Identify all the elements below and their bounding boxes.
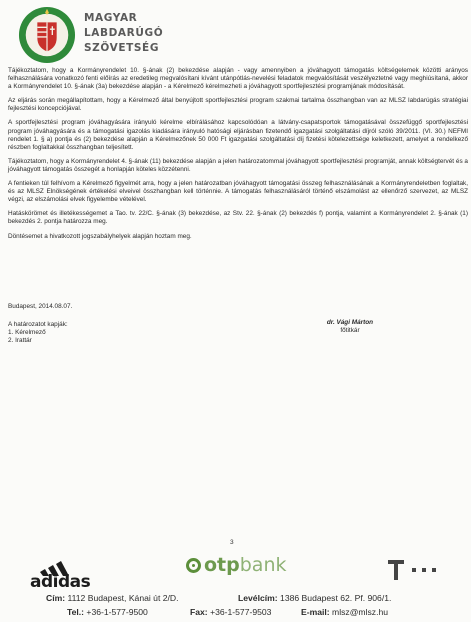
body-paragraph: A fentieken túl felhívom a Kérelmező figyelmét arra, hogy a jelen határozatban jóváhagyott támogatási összeg felhasználásának a Kormányrendeletben foglaltak, és az MLSZ Elnökségének értékelési elveivel összhangban kell történnie. A támogatás felhasználásáról történő elszámolást az ellenőrző szervezet, az MLSZ végzi, az elszámolási elvek figyelembe vételével. (8, 180, 468, 204)
org-name-line-3: SZÖVETSÉG (84, 42, 160, 54)
footer-fax (190, 605, 271, 619)
otpbank-logo (186, 554, 287, 576)
adidas-wordmark: adidas (30, 572, 91, 592)
phone-label: Tel.: (67, 607, 85, 617)
recipients-title: A határozatot kapják: (8, 321, 68, 328)
telekom-logo-icon (382, 556, 452, 582)
recipient-item: 1. Kérelmező (8, 329, 46, 336)
body-paragraph: A sportfejlesztési program jóváhagyására irányuló kérelme elbírálásához kapcsolódóan a látvány-csapatsportok támogatásával összefüggő sportfejlesztési program jóváhagyására és a támogatási igazolás kiadására irányuló hatósági eljárásban fizetendő igazgatási szolgáltatási díjról szóló 39/2011. (VI. 30.) NEFMI rendelet 1. § a) pontja és (2) bekezdése alapján a Kérelmezőnek 50 000 Ft igazgatási szolgáltatási díj fizetési kötelezettsége keletkezett, amelyet a rendelkező részben foglaltakkal összhangban teljesített. (8, 119, 468, 151)
decision-body (8, 67, 468, 247)
email-label: E-mail: (301, 607, 330, 617)
org-name-line-2: LABDARÚGÓ (84, 27, 164, 39)
mail-address-label: Levélcím: (238, 593, 278, 603)
sponsor-bar (0, 550, 471, 590)
body-paragraph: Döntésemet a hivatkozott jogszabályhelyek alapján hoztam meg. (8, 232, 192, 240)
mlsz-crest-logo (18, 6, 76, 64)
footer-address (46, 591, 179, 605)
address-label: Cím: (46, 593, 66, 603)
signer-role: főtitkár (340, 327, 360, 334)
signer-name: dr. Vági Márton (326, 319, 374, 326)
body-paragraph: Tájékoztatom, hogy a Kormányrendelet 4. §-ának (11) bekezdése alapján a jelen határozatommal jóváhagyott sportfejlesztési programját, annak költségtervét és a jóváhagyott támogatás összegét a honlapján köteles közzétenni. (8, 157, 468, 173)
document-date: Budapest, 2014.08.07. (8, 303, 73, 310)
footer-email (301, 605, 388, 619)
phone-value: +36-1-577-9500 (86, 607, 148, 617)
email-link[interactable]: mlsz@mlsz.hu (332, 607, 389, 617)
fax-label: Fax: (190, 607, 208, 617)
otp-ring-icon (186, 558, 201, 573)
body-paragraph: Tájékoztatom, hogy a Kormányrendelet 10. §-ának (2) bekezdése alapján - vagy amennyiben a jóváhagyott támogatás költségelemek közötti arányos felhasználására vonatkozó fenti előírás az eredetileg megvalósítani kívánt utánpótlás-nevelési feladatok megvalósítását veszélyeztetné vagy meghiúsítaná, akkor a Kormányrendelet 10. §-ának (3a) bekezdése alapján - a Kérelmező kérelmezheti a jóváhagyott sportfejlesztési programjának módosítását. (8, 67, 468, 91)
signature-block (300, 319, 400, 335)
body-paragraph: Az eljárás során megállapítottam, hogy a Kérelmező által benyújtott sportfejlesztési program szakmai tartalma összhangban van az MLSZ labdarúgás stratégiai fejlesztési koncepciójával. (8, 97, 468, 113)
footer-mail-address (238, 591, 391, 605)
bank-wordmark: bank (239, 554, 287, 576)
recipient-item: 2. Irattár (8, 337, 32, 344)
page-number: 3 (230, 539, 234, 546)
address-value: 1112 Budapest, Kánai út 2/D. (67, 593, 179, 603)
footer-phone (67, 605, 148, 619)
recipients-list (8, 321, 68, 345)
organization-name (84, 11, 163, 56)
body-paragraph: Hatáskörömet és illetékességemet a Tao. tv. 22/C. §-ának (3) bekezdése, az Stv. 22. §-ának (2) bekezdés f) pontja, valamint a Kormányrendelet 2. §-ának (1) bekezdés 2. pontja határozza meg. (8, 210, 468, 226)
mail-address-value: 1386 Budapest 62. Pf. 906/1. (280, 593, 392, 603)
org-name-line-1: MAGYAR (84, 12, 138, 24)
fax-value: +36-1-577-9503 (210, 607, 272, 617)
otp-wordmark: otp (204, 554, 240, 576)
